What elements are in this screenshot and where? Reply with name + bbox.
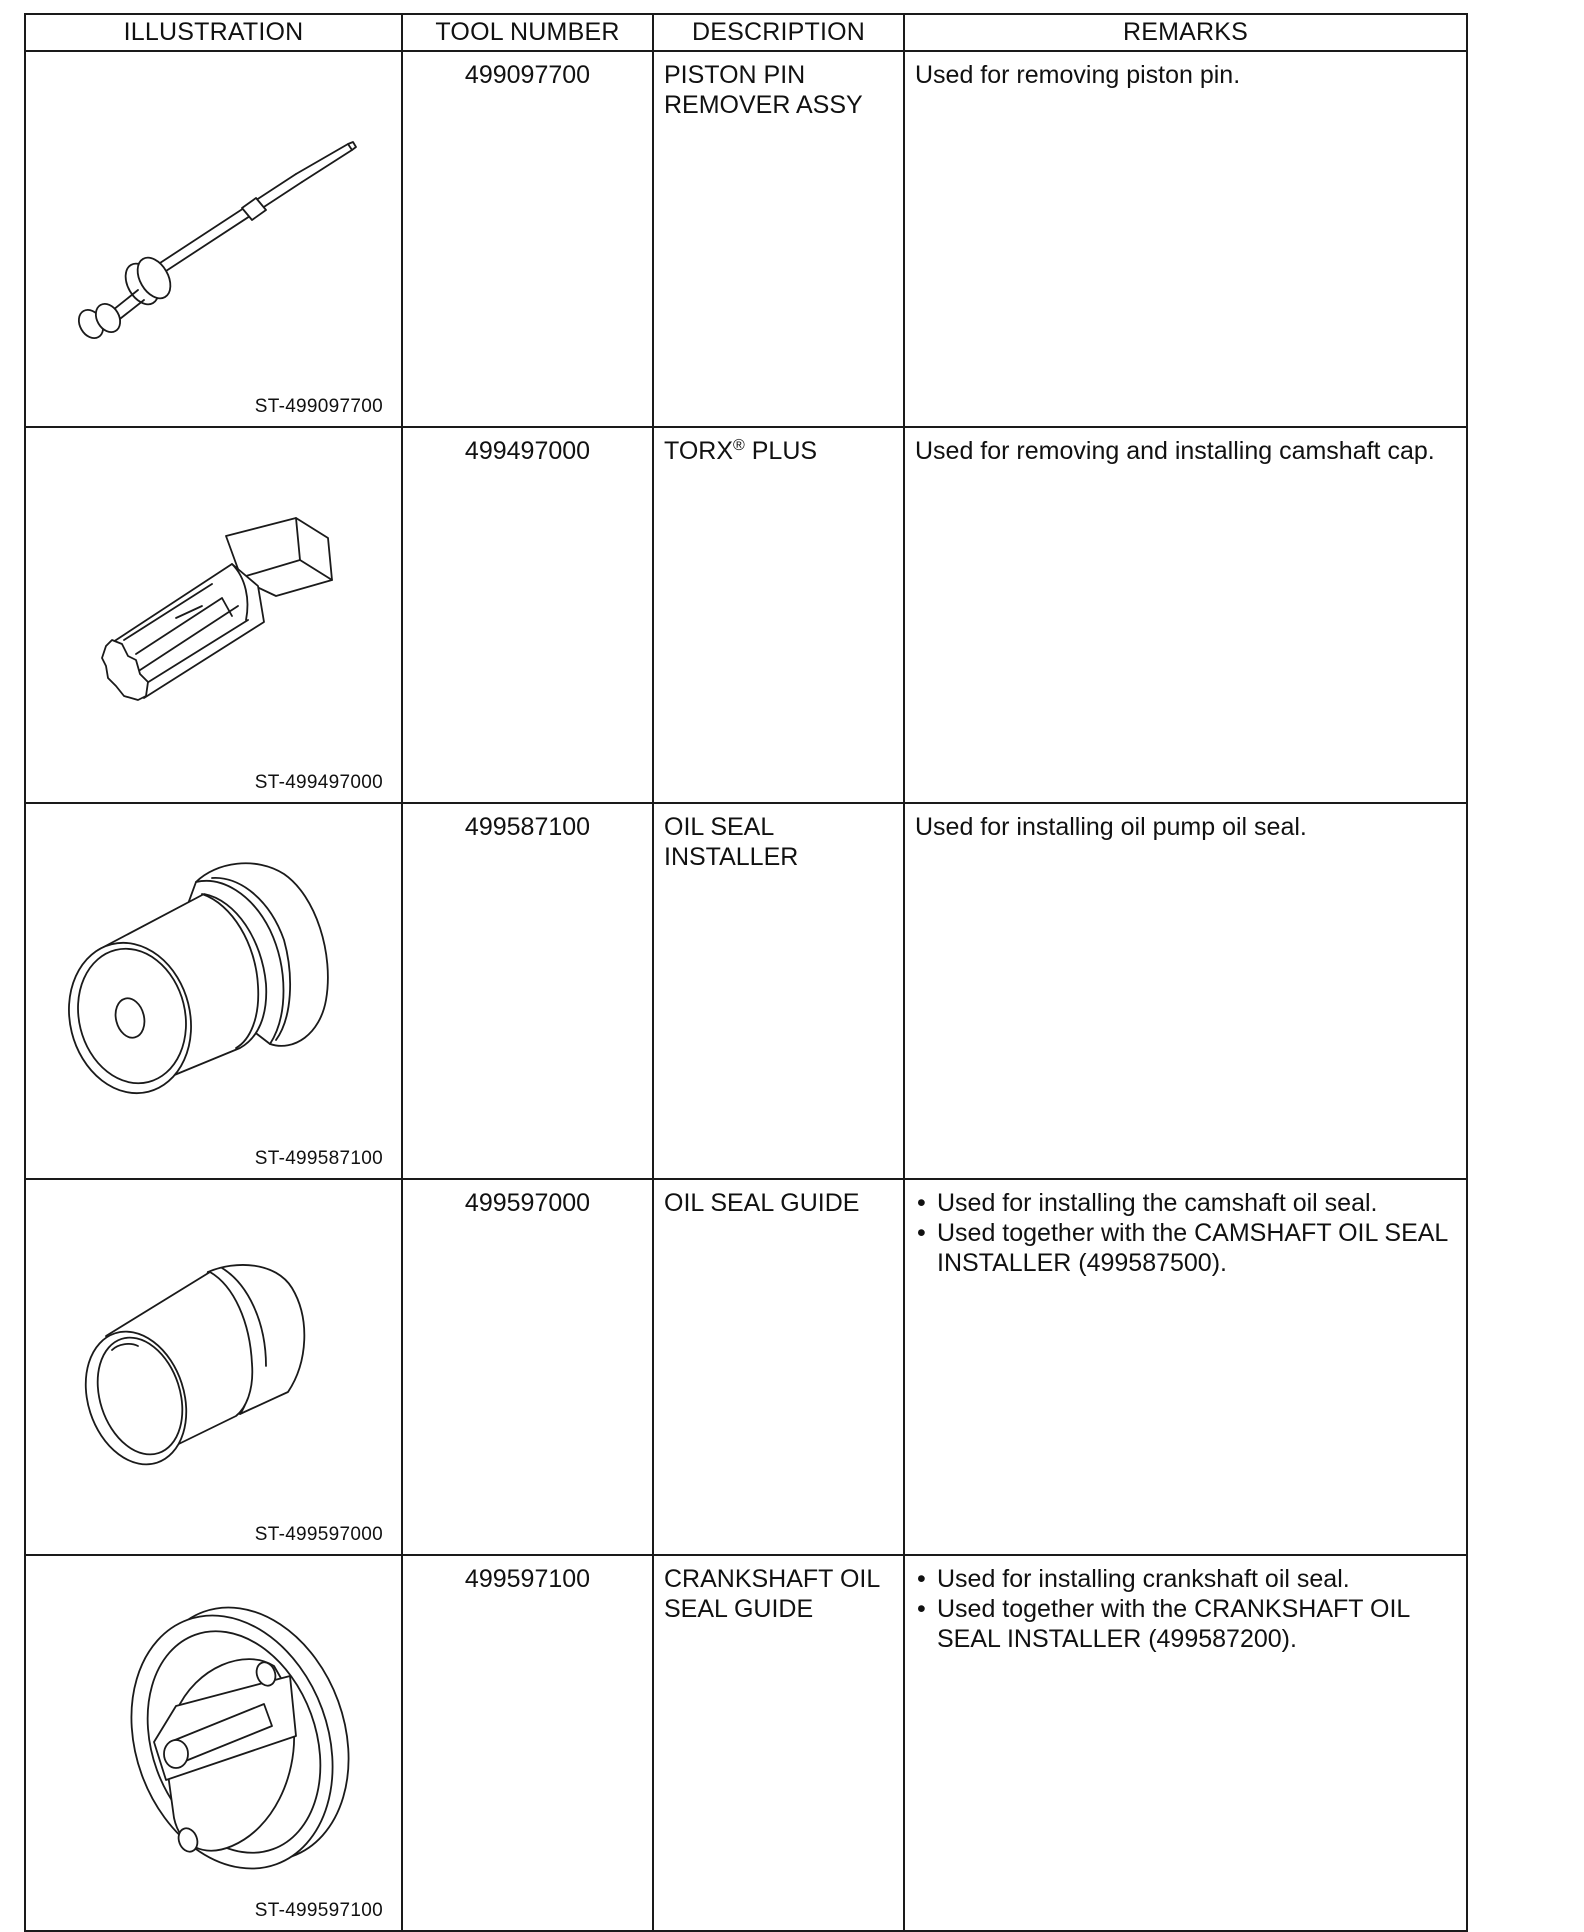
tool-description: OIL SEAL GUIDE xyxy=(653,1179,904,1555)
tool-description: PISTON PIN REMOVER ASSY xyxy=(653,51,904,427)
illustration-label: ST-499097700 xyxy=(254,396,383,417)
remark-item: • Used together with the CRANKSHAFT OIL SEAL INSTALLER (499587200). xyxy=(915,1594,1456,1654)
torx-plus-bit-icon xyxy=(26,428,403,794)
tool-remarks xyxy=(904,1555,1467,1931)
illustration-cell xyxy=(25,427,402,803)
remarks-list xyxy=(915,1564,1456,1654)
illustration-label: ST-499597000 xyxy=(254,1524,383,1545)
table-row xyxy=(25,803,1467,1179)
table-row xyxy=(25,1179,1467,1555)
oil-seal-guide-icon xyxy=(26,1180,403,1546)
tool-number: 499597100 xyxy=(402,1555,653,1931)
illustration-label: ST-499497000 xyxy=(254,772,383,793)
description-main: TORX xyxy=(664,437,733,465)
header-description: DESCRIPTION xyxy=(653,14,904,51)
tool-number: 499597000 xyxy=(402,1179,653,1555)
remark-item: • Used for installing crankshaft oil seal. xyxy=(915,1564,1456,1594)
piston-pin-remover-icon xyxy=(26,52,403,418)
header-tool-number: TOOL NUMBER xyxy=(402,14,653,51)
crankshaft-oil-seal-guide-icon xyxy=(26,1556,403,1922)
tool-number: 499587100 xyxy=(402,803,653,1179)
tool-remarks xyxy=(904,427,1467,803)
remark-item: • Used for installing the camshaft oil seal. xyxy=(915,1188,1456,1218)
remarks-list xyxy=(915,1188,1456,1278)
table-row xyxy=(25,51,1467,427)
table-row xyxy=(25,427,1467,803)
illustration-cell xyxy=(25,803,402,1179)
description-rest: PLUS xyxy=(744,437,818,465)
header-illustration: ILLUSTRATION xyxy=(25,14,402,51)
illustration-cell xyxy=(25,51,402,427)
remark-text: Used for installing oil pump oil seal. xyxy=(915,813,1307,841)
tool-remarks xyxy=(904,51,1467,427)
remark-item: • Used together with the CAMSHAFT OIL SEAL INSTALLER (499587500). xyxy=(915,1218,1456,1278)
tool-remarks xyxy=(904,803,1467,1179)
illustration-label: ST-499597100 xyxy=(254,1900,383,1921)
tool-remarks xyxy=(904,1179,1467,1555)
table-header-row xyxy=(25,14,1467,51)
illustration-label: ST-499587100 xyxy=(254,1148,383,1169)
illustration-cell xyxy=(25,1179,402,1555)
tool-number: 499497000 xyxy=(402,427,653,803)
header-remarks: REMARKS xyxy=(904,14,1467,51)
remark-text: Used for removing and installing camshaft cap. xyxy=(915,437,1435,465)
illustration-cell xyxy=(25,1555,402,1931)
tool-description: OIL SEAL INSTALLER xyxy=(653,803,904,1179)
tool-number: 499097700 xyxy=(402,51,653,427)
table-row xyxy=(25,1555,1467,1931)
oil-seal-installer-icon xyxy=(26,804,403,1170)
tool-description: CRANKSHAFT OIL SEAL GUIDE xyxy=(653,1555,904,1931)
registered-mark: ® xyxy=(733,437,745,454)
special-tools-table xyxy=(24,13,1468,1932)
remark-text: Used for removing piston pin. xyxy=(915,61,1241,89)
tool-description xyxy=(653,427,904,803)
